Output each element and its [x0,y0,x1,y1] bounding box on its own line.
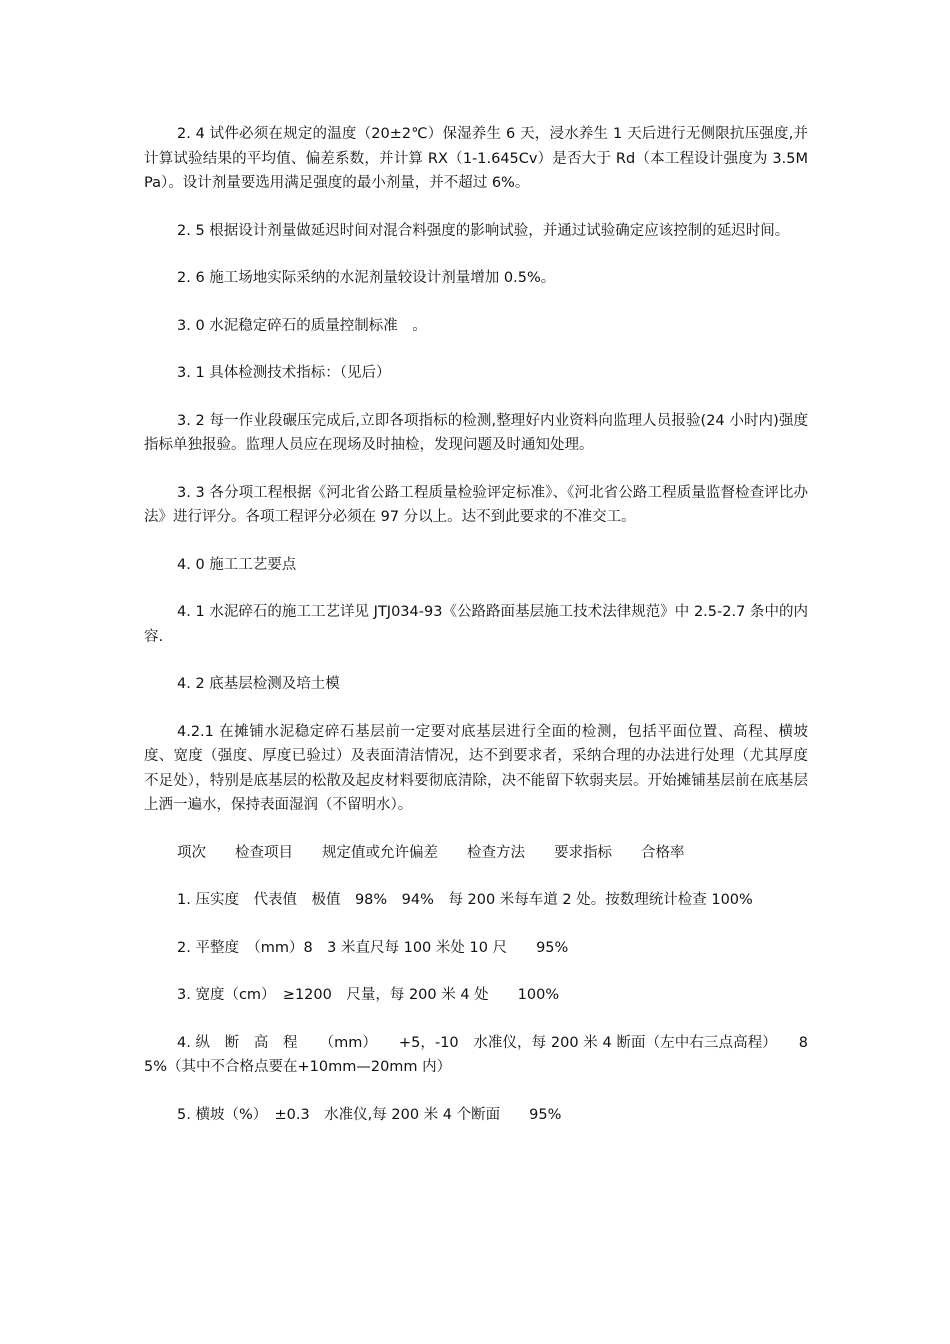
heading-3-0: 3. 0 水泥稳定碎石的质量控制标准 。 [177,317,427,334]
inspection-row-5: 5. 横坡（%） ±0.3 水准仪,每 200 米 4 个断面 95% [177,1106,562,1123]
paragraph-2-6: 2. 6 施工场地实际采纳的水泥剂量较设计剂量增加 0.5%。 [177,270,556,286]
heading-4-2: 4. 2 底基层检测及培土模 [177,676,340,692]
inspection-table-header: 项次 检查项目 规定值或允许偏差 检查方法 要求指标 合格率 [177,844,685,861]
paragraph-3-3: 3. 3 各分项工程根据《河北省公路工程质量检验评定标准》、《河北省公路工程质量监督检查评比办法》进行评分。各项工程评分必须在 97 分以上。达不到此要求的不准交工。 [144,484,808,525]
inspection-row-1: 1. 压实度 代表值 极值 98% 94% 每 200 米每车道 2 处。按数理统计检查 100% [177,892,753,908]
paragraph-3-2: 3. 2 每一作业段碾压完成后,立即各项指标的检测,整理好内业资料向监理人员报验(24 小时内)强度指标单独报验。监理人员应在现场及时抽检，发现问题及时通知处理。 [144,412,808,453]
paragraph-4-2-1: 4.2.1 在摊铺水泥稳定碎石基层前一定要对底基层进行全面的检测，包括平面位置、高程、横坡度、宽度（强度、厚度已验过）及表面清洁情况，达不到要求者，采纳合理的办法进行处理（尤其厚度不足处），特别是底基层的松散及起皮材料要彻底清除，决不能留下软弱夹层。开始摊铺基层前在底基层上洒一遍水，保持表面湿润（不留明水）。 [144,723,808,813]
heading-4-0: 4. 0 施工工艺要点 [177,556,297,573]
paragraph-2-5: 2. 5 根据设计剂量做延迟时间对混合料强度的影响试验，并通过试验确定应该控制的延迟时间。 [177,222,790,239]
inspection-row-4: 4. 纵 断 高 程 （mm） +5，-10 水准仪，每 200 米 4 断面（左中右三点高程） 85%（其中不合格点要在+10mm—20mm 内） [144,1034,808,1075]
paragraph-4-1: 4. 1 水泥碎石的施工工艺详见 JTJ034-93《公路路面基层施工技术法律规范》中 2.5-2.7 条中的内容. [144,604,808,645]
inspection-row-2: 2. 平整度 （mm）8 3 米直尺每 100 米处 10 尺 95% [177,939,569,956]
inspection-row-3: 3. 宽度（cm） ≥1200 尺量，每 200 米 4 处 100% [177,987,560,1003]
paragraph-3-1: 3. 1 具体检测技术指标：（见后） [177,365,391,381]
paragraph-2-4: 2. 4 试件必须在规定的温度（20±2℃）保湿养生 6 天，浸水养生 1 天后进行无侧限抗压强度,并计算试验结果的平均值、偏差系数，并计算 RX（1-1.645Cv）是否大于 Rd（本工程设计强度为 3.5MPa）。设计剂量要选用满足强度的最小剂量，并不超过 6%。 [144,126,808,191]
